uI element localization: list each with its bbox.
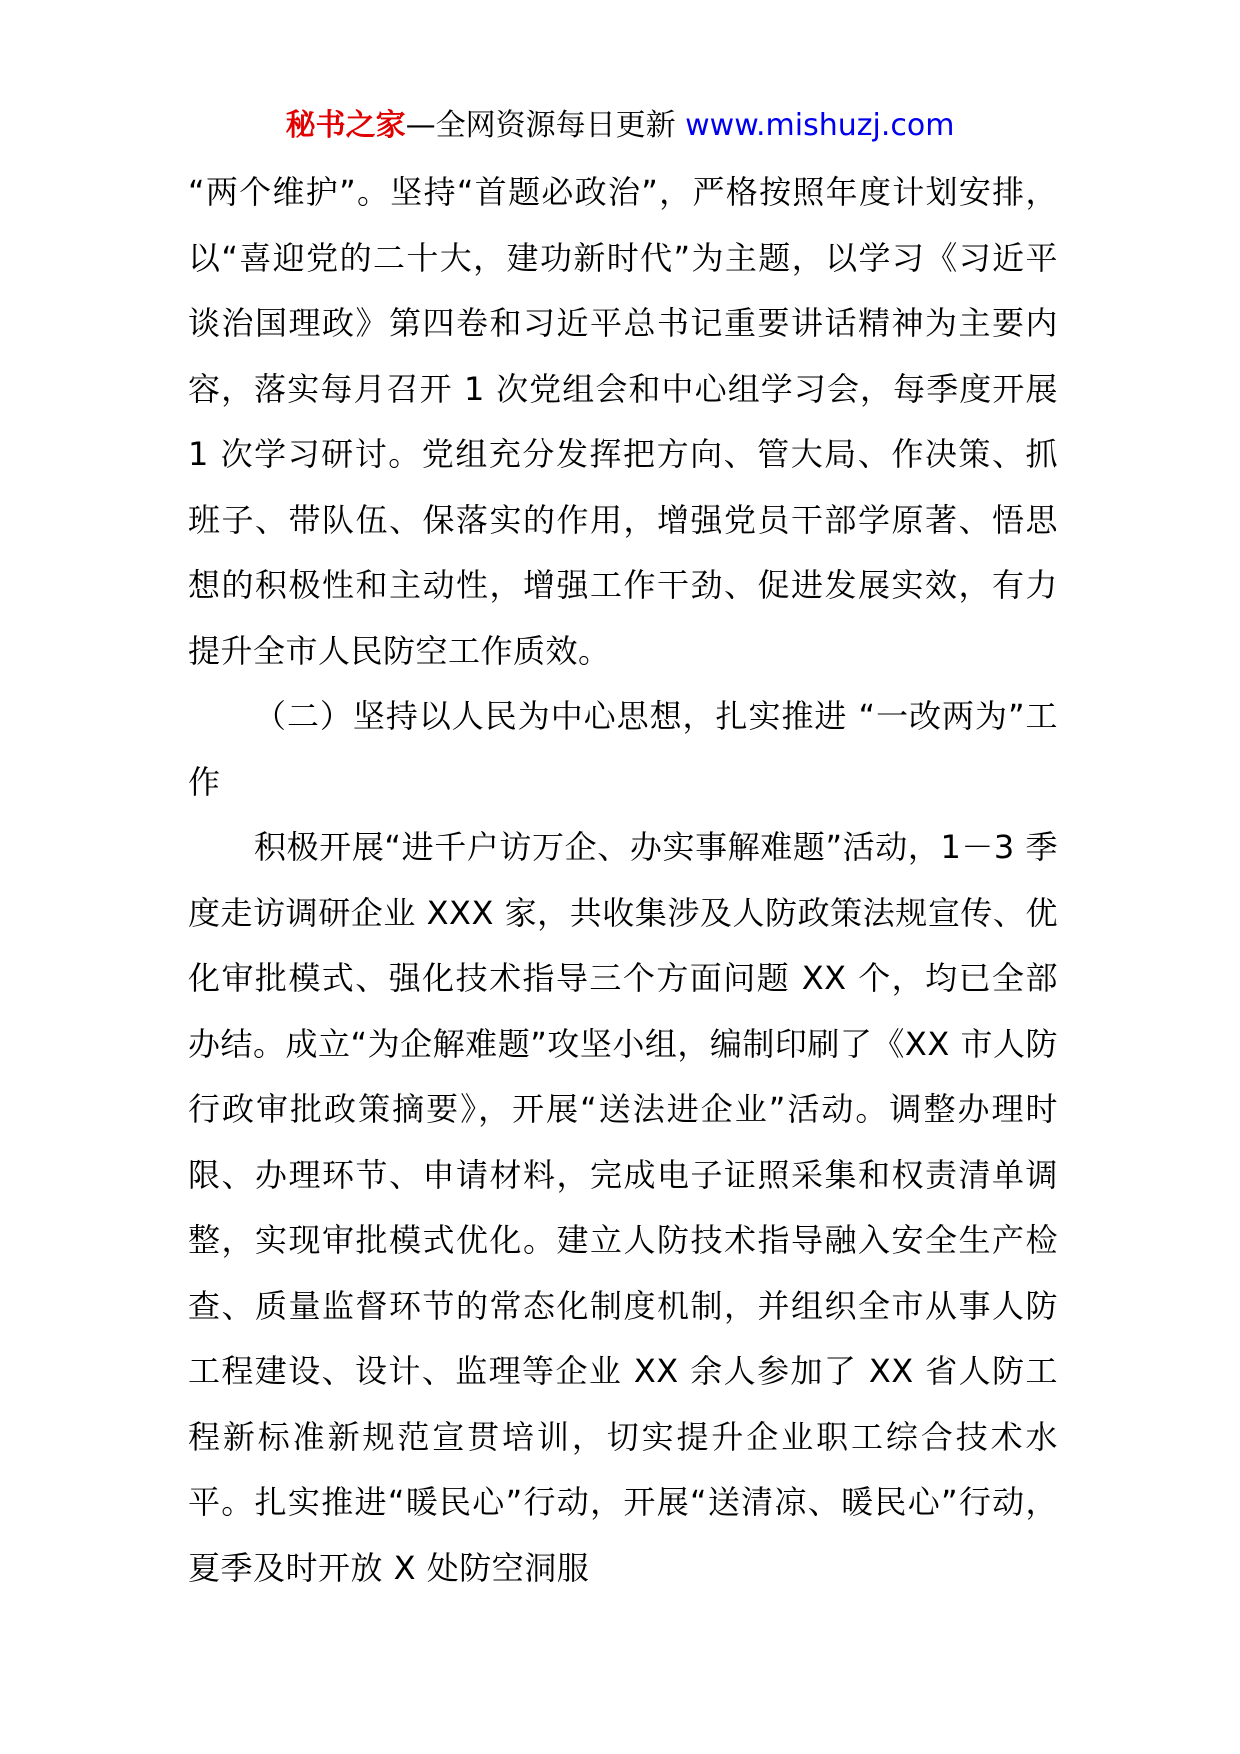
paragraph-body: 积极开展“进千户访万企、办实事解难题”活动，1－3 季度走访调研企业 XXX 家，共收集涉及人防政策法规宣传、优化审批模式、强化技术指导三个方面问题 XX 个，均已全部办结。成立“为企解难题”攻坚小组，编制印刷了《XX 市人防行政审批政策摘要》，开展“送法进企业”活动。调整办理时限、办理环节、申请材料，完成电子证照采集和权责清单调整，实现审批模式优化。建立人防技术指导融入安全生产检查、质量监督环节的常态化制度机制，并组织全市从事人防工程建设、设计、监理等企业 XX 余人参加了 XX 省人防工程新标准新规范宣贯培训，切实提升企业职工综合技术水平。扎实推进“暖民心”行动，开展“送清凉、暖民心”行动，夏季及时开放 X 处防空洞服: [188, 828, 1058, 1587]
paragraph-continuation: “两个维护”。坚持“首题必政治”，严格按照年度计划安排，以“喜迎党的二十大，建功新时代”为主题，以学习《习近平谈治国理政》第四卷和习近平总书记重要讲话精神为主要内容，落实每月召开 1 次党组会和中心组学习会，每季度开展 1 次学习研讨。党组充分发挥把方向、管大局、作决策、抓班子、带队伍、保落实的作用，增强党员干部学原著、悟思想的积极性和主动性，增强工作干劲、促进发展实效，有力提升全市人民防空工作质效。: [188, 173, 1058, 670]
brand-name: 秘书之家: [285, 108, 406, 143]
header-slogan: —全网资源每日更新: [405, 108, 686, 143]
website-link[interactable]: www.mishuzj.com: [685, 108, 955, 143]
document-body: [188, 160, 1058, 1601]
page-header: [0, 104, 1240, 148]
section-heading: （二）坚持以人民为中心思想，扎实推进 “一改两为”工作: [188, 697, 1058, 801]
